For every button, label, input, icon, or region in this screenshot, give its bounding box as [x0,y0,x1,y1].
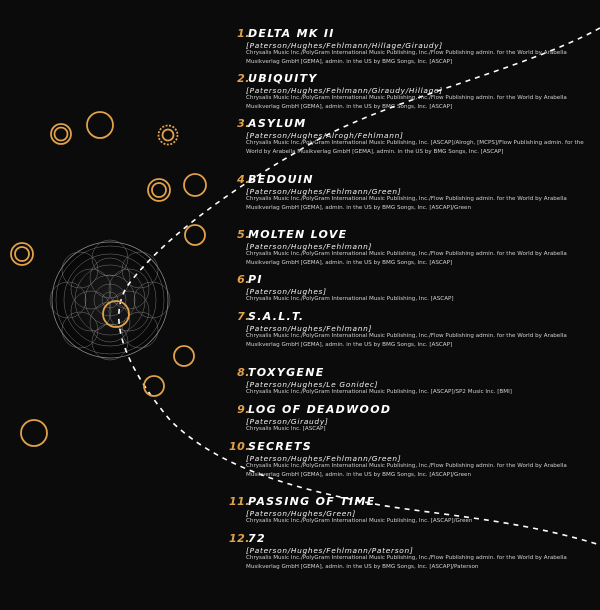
track-title: PASSING OF TIME [248,495,376,508]
ring-5 [184,174,206,196]
track-title: LOG OF DEADWOOD [248,403,392,416]
ring-2 [87,112,113,138]
track-credits: [Paterson/Hughes/Fehlmann] [246,242,373,251]
track-publishing: Chrysalis Music Inc./PolyGram International Music Publishing, Inc./Flow Publishing admin. for the World by Arabella Musikverlag GmbH [GEMA], admin. in the US by BMG Songs, Inc. [ASCAP] [246,251,567,266]
ring-11 [21,420,47,446]
ring-3 [159,126,178,145]
track-number: 12. [229,532,250,545]
track-publishing: Chrysalis Music Inc./PolyGram International Music Publishing, Inc./Flow Publishing admin. for the World by Arabella Musikverlag GmbH [GEMA], admin. in the US by BMG Songs, Inc. [ASCAP] [246,50,567,65]
ring-1 [51,124,71,144]
track-number: 5. [237,228,250,241]
track-credits: [Paterson/Hughes/Fehlmann/Giraudy/Hillage] [246,86,443,95]
ring-4 [148,179,170,201]
track-publishing: Chrysalis Music Inc./PolyGram International Music Publishing, Inc./Flow Publishing admin. for the World by Arabella Musikverlag GmbH [GEMA], admin. in the US by BMG Songs, Inc. [ASCAP]/Paterson [246,555,567,570]
track-title: TOXYGENE [248,366,325,379]
track-number: 4. [237,173,250,186]
track-number: 8. [237,366,250,379]
ring-6 [185,225,205,245]
track-credits: [Paterson/Hughes/Fehlmann/Hillage/Giraudy] [246,41,443,50]
track-publishing: Chrysalis Music Inc./PolyGram International Music Publishing, Inc./Flow Publishing admin. for the World by Arabella Musikverlag GmbH [GEMA], admin. in the US by BMG Songs, Inc. [ASCAP]/Green [246,463,567,478]
track-title: S.A.L.T. [248,310,305,323]
track-credits: [Paterson/Hughes/Fehlmann/Green] [246,454,402,463]
track-publishing: Chrysalis Music Inc./PolyGram International Music Publishing, Inc./Flow Publishing admin. for the World by Arabella Musikverlag GmbH [GEMA], admin. in the US by BMG Songs, Inc. [ASCAP] [246,333,567,348]
ring-10 [144,376,164,396]
track-publishing: Chrysalis Music Inc. [ASCAP] [246,426,326,432]
track-credits: [Paterson/Hughes/Alrogh/Fehlmann] [246,131,404,140]
track-title: ASYLUM [248,117,307,130]
track-title: PI [248,273,263,286]
track-number: 3. [237,117,250,130]
track-credits: [Paterson/Hughes/Green] [246,509,356,518]
track-credits: [Paterson/Hughes/Fehlmann/Green] [246,187,402,196]
ring-7 [11,243,33,265]
track-credits: [Paterson/Hughes/Fehlmann] [246,324,373,333]
track-credits: [Paterson/Hughes] [246,287,327,296]
ring-9 [174,346,194,366]
track-title: BEDOUIN [248,173,314,186]
track-number: 7. [237,310,250,323]
track-title: DELTA MK II [248,27,335,40]
track-title: SECRETS [248,440,313,453]
track-title: 72 [248,532,266,545]
track-number: 11. [229,495,250,508]
track-number: 2. [237,72,250,85]
track-title: UBIQUITY [248,72,318,85]
track-number: 10. [229,440,250,453]
track-publishing: Chrysalis Music Inc./PolyGram International Music Publishing, Inc. [ASCAP]/Green [246,518,473,524]
track-publishing: Chrysalis Music Inc./PolyGram International Music Publishing, Inc. [ASCAP] [246,296,454,302]
track-publishing: Chrysalis Music Inc./PolyGram International Music Publishing, Inc. [ASCAP]/SP2 Music Inc. [BMI] [246,389,512,395]
track-title: MOLTEN LOVE [248,228,348,241]
track-credits: [Paterson/Hughes/Fehlmann/Paterson] [246,546,414,555]
track-number: 9. [237,403,250,416]
track-publishing: Chrysalis Music Inc./PolyGram International Music Publishing, Inc. [ASCAP]/Alrogh, [MCPS]/Flow Publishing admin. for the World by Arabella Musikverlag GmbH [GEMA], admin. in the US by BMG Songs, Inc. [ASCAP] [246,140,584,155]
track-publishing: Chrysalis Music Inc./PolyGram International Music Publishing, Inc./Flow Publishing admin. for the World by Arabella Musikverlag GmbH [GEMA], admin. in the US by BMG Songs, Inc. [ASCAP]/Green [246,196,567,211]
lattice-planet [50,240,170,360]
track-publishing: Chrysalis Music Inc./PolyGram International Music Publishing, Inc./Flow Publishing admin. for the World by Arabella Musikverlag GmbH [GEMA], admin. in the US by BMG Songs, Inc. [ASCAP] [246,95,567,110]
track-number: 1. [237,27,250,40]
track-number: 6. [237,273,250,286]
track-credits: [Paterson/Giraudy] [246,417,329,426]
track-credits: [Paterson/Hughes/Le Gonidec] [246,380,379,389]
